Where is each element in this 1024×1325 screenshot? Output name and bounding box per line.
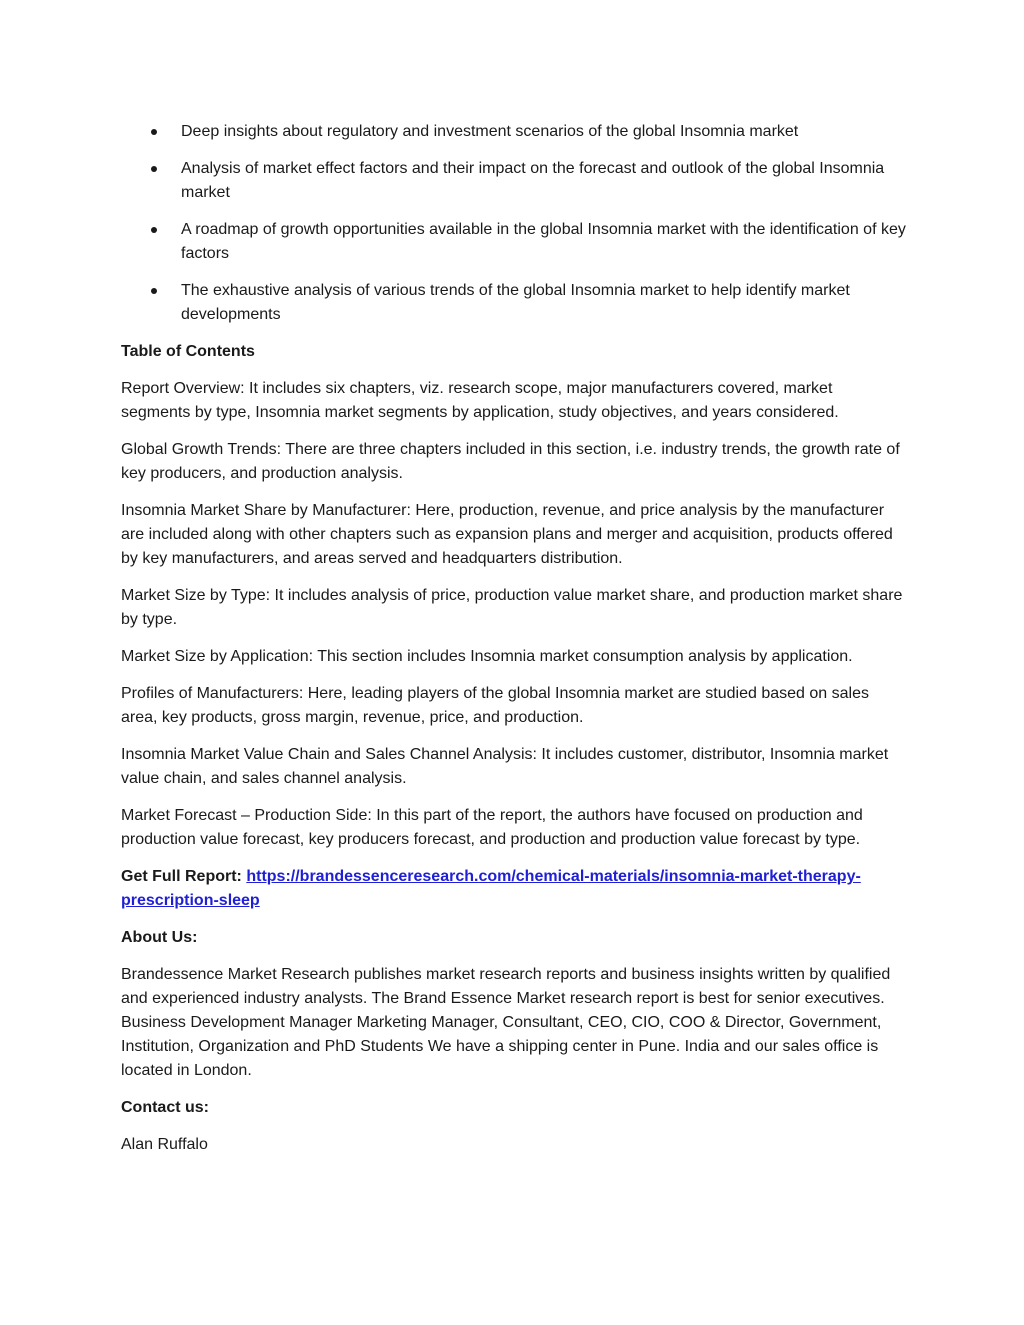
- full-report-label: Get Full Report:: [121, 868, 242, 885]
- bullet-text: A roadmap of growth opportunities available in the global Insomnia market with the identification of key factors: [181, 221, 906, 262]
- document-page: [121, 120, 906, 1170]
- toc-item-market-size-by-application: Market Size by Application: This section includes Insomnia market consumption analysis by application.: [121, 648, 853, 665]
- toc-item-profiles-of-manufacturers: Profiles of Manufacturers: Here, leading players of the global Insomnia market are studied based on sales area, key products, gross margin, revenue, price, and production.: [121, 685, 869, 726]
- bullet-dot-icon: [151, 288, 157, 294]
- bullet-dot-icon: [151, 129, 157, 135]
- bullet-item: [121, 157, 906, 205]
- bullet-text: Analysis of market effect factors and their impact on the forecast and outlook of the global Insomnia market: [181, 160, 885, 201]
- toc-item-report-overview: Report Overview: It includes six chapters, viz. research scope, major manufacturers covered, market segments by type, Insomnia market segments by application, study objectives, and years considered.: [121, 380, 839, 421]
- bullet-item: [121, 218, 906, 266]
- full-report-paragraph: [121, 865, 906, 913]
- toc-item-market-share-by-manufacturer: Insomnia Market Share by Manufacturer: Here, production, revenue, and price analysis by the manufacturer are included along with other chapters such as expansion plans and merger and acquisition, products offered by key manufacturers, and areas served and headquarters distribution.: [121, 502, 893, 567]
- bullet-item: [121, 120, 906, 144]
- insights-bullet-list: [121, 120, 906, 327]
- about-heading: About Us:: [121, 929, 198, 946]
- toc-item-market-size-by-type: Market Size by Type: It includes analysis of price, production value market share, and production market share by type.: [121, 587, 903, 628]
- bullet-dot-icon: [151, 227, 157, 233]
- toc-item-global-growth-trends: Global Growth Trends: There are three chapters included in this section, i.e. industry trends, the growth rate of key producers, and production analysis.: [121, 441, 900, 482]
- about-text: Brandessence Market Research publishes market research reports and business insights written by qualified and experienced industry analysts. The Brand Essence Market research report is best for senior executives. Business Development Manager Marketing Manager, Consultant, CEO, CIO, COO & Director, Government, Institution, Organization and PhD Students We have a shipping center in Pune. India and our sales office is located in London.: [121, 966, 891, 1079]
- toc-heading: Table of Contents: [121, 343, 255, 360]
- contact-name: Alan Ruffalo: [121, 1136, 208, 1153]
- contact-heading: Contact us:: [121, 1099, 209, 1116]
- bullet-dot-icon: [151, 166, 157, 172]
- bullet-text: Deep insights about regulatory and investment scenarios of the global Insomnia market: [181, 123, 799, 140]
- toc-item-value-chain-analysis: Insomnia Market Value Chain and Sales Channel Analysis: It includes customer, distributor, Insomnia market value chain, and sales channel analysis.: [121, 746, 889, 787]
- bullet-text: The exhaustive analysis of various trends of the global Insomnia market to help identify market developments: [181, 282, 850, 323]
- bullet-item: [121, 279, 906, 327]
- full-report-link[interactable]: https://brandessenceresearch.com/chemical-materials/insomnia-market-therapy-prescription-sleep: [121, 868, 861, 909]
- toc-item-market-forecast: Market Forecast – Production Side: In this part of the report, the authors have focused on production and production value forecast, key producers forecast, and production and production value forecast by type.: [121, 807, 863, 848]
